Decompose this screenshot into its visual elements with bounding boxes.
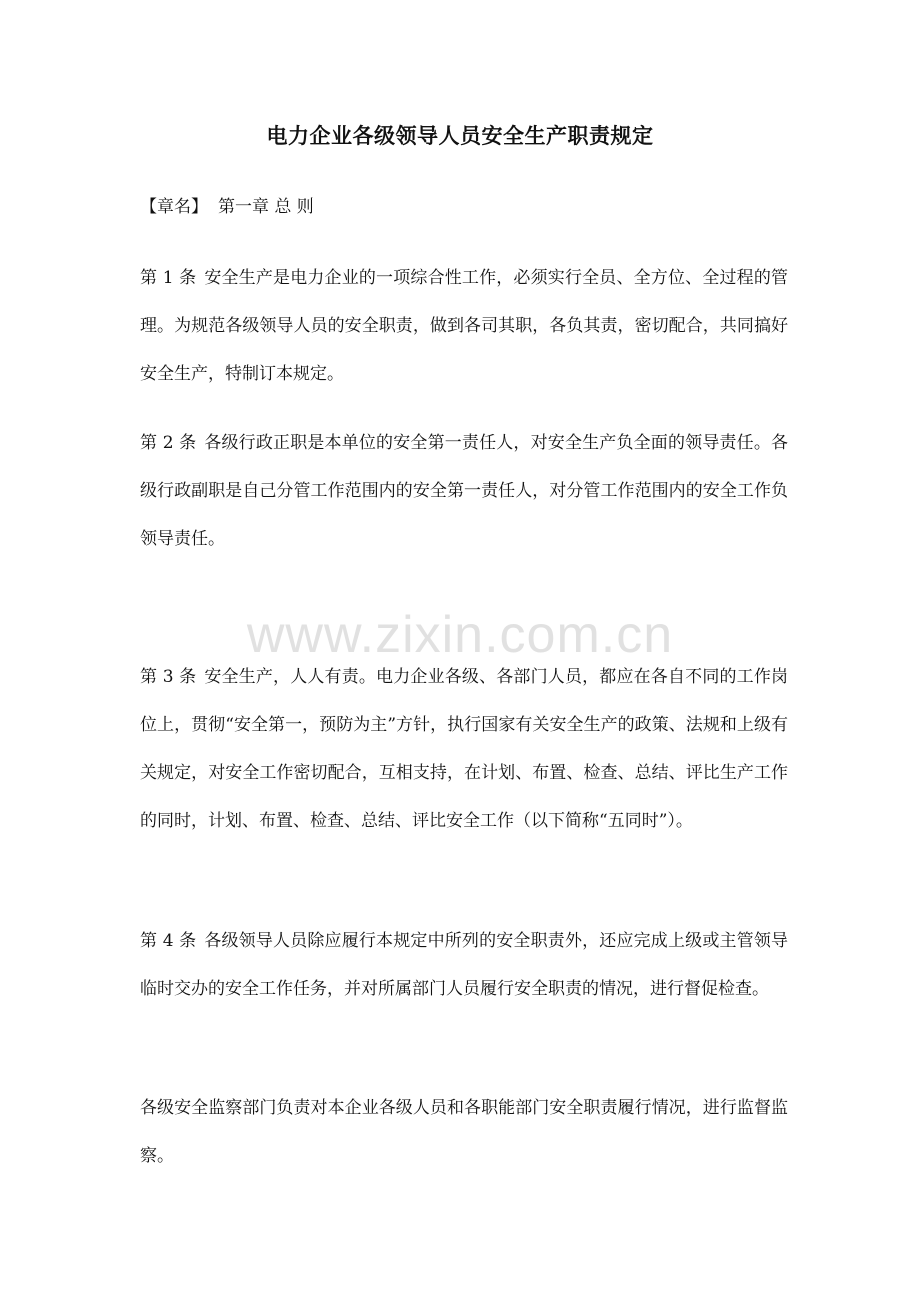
closing-paragraph: 各级安全监察部门负责对本企业各级人员和各职能部门安全职责履行情况，进行监督监察。: [140, 1098, 788, 1166]
article-label: 第 3 条: [140, 667, 197, 687]
article-3: [140, 653, 788, 845]
chapter-tag: 【章名】: [140, 197, 208, 217]
article-label: 第 2 条: [140, 433, 197, 453]
article-4: [140, 917, 788, 1013]
article-text: 各级行政正职是本单位的安全第一责任人，对安全生产负全面的领导责任。各级行政副职是自己分管工作范围内的安全第一责任人，对分管工作范围内的安全工作负领导责任。: [140, 433, 789, 549]
article-text: 安全生产，人人有责。电力企业各级、各部门人员，都应在各自不同的工作岗位上，贯彻“安全第一，预防为主”方针，执行国家有关安全生产的政策、法规和上级有关规定，对安全工作密切配合，互相支持，在计划、布置、检查、总结、评比生产工作的同时，计划、布置、检查、总结、评比安全工作（以下简称“五同时”）。: [140, 667, 789, 831]
article-text: 各级领导人员除应履行本规定中所列的安全职责外，还应完成上级或主管领导临时交办的安全工作任务，并对所属部门人员履行安全职责的情况，进行督促检查。: [140, 931, 789, 999]
chapter-heading: [140, 192, 314, 222]
article-text: 安全生产是电力企业的一项综合性工作，必须实行全员、全方位、全过程的管理。为规范各级领导人员的安全职责，做到各司其职，各负其责，密切配合，共同搞好安全生产，特制订本规定。: [140, 268, 789, 384]
article-2: [140, 419, 788, 563]
article-1: [140, 254, 788, 398]
article-label: 第 1 条: [140, 268, 197, 288]
chapter-name: 第一章 总 则: [218, 197, 314, 217]
document-title: 电力企业各级领导人员安全生产职责规定: [266, 123, 654, 148]
watermark: www.zixin.com.cn: [246, 606, 674, 664]
article-label: 第 4 条: [140, 931, 197, 951]
